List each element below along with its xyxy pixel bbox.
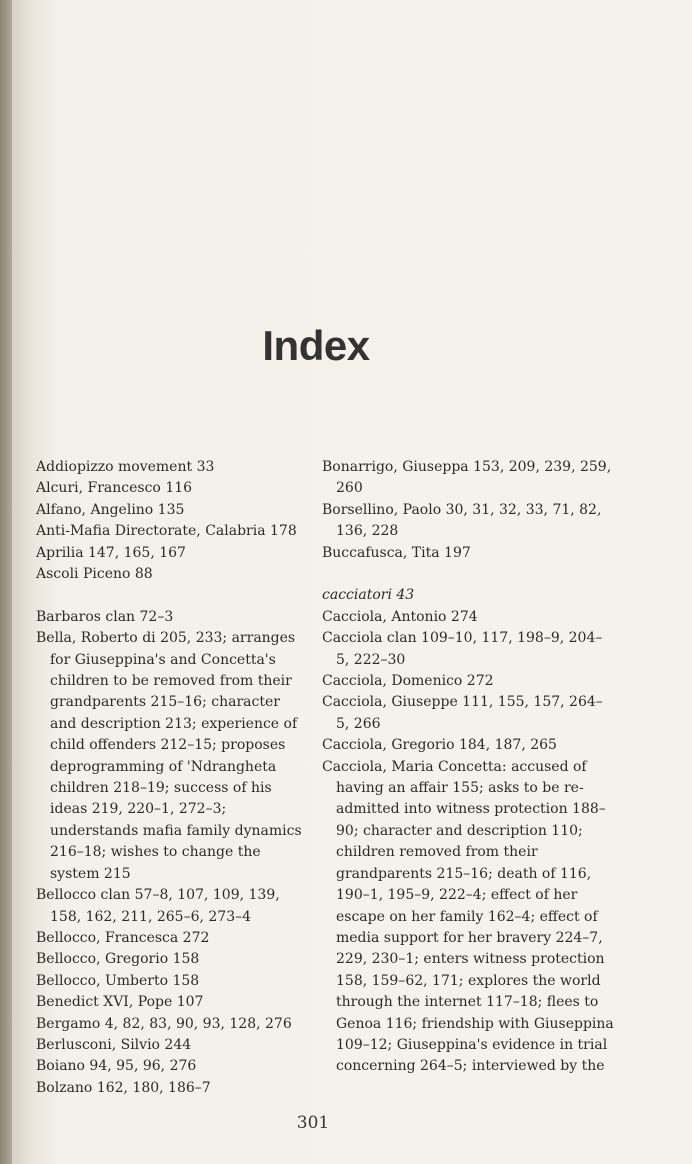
index-entry: Cacciola, Giuseppe 111, 155, 157, 264–5, 266 xyxy=(322,694,603,732)
index-entry: Cacciola clan 109–10, 117, 198–9, 204–5, 222–30 xyxy=(322,630,603,668)
index-entry: Cacciola, Maria Concetta: accused of having an affair 155; asks to be re-admitted into witness protection 188–90; character and description 110; children removed from their grandparents 215–16; death of 116, 190–1, 195–9, 222–4; effect of her escape on her family 162–4; effect of media support for her bravery 224–7, 229, 230–1; enters witness protection 158, 159–62, 171; explores the world through the internet 117–18; flees to Genoa 116; friendship with Giuseppina 109–12; Giuseppina's evidence in trial concerning 264–5; interviewed by the xyxy=(322,758,614,1075)
index-entry: cacciatori 43 xyxy=(322,587,415,604)
index-column-left xyxy=(36,457,306,1099)
index-entry: Cacciola, Antonio 274 xyxy=(322,608,478,625)
index-entry: Barbaros clan 72–3 xyxy=(36,608,174,625)
index-entry: Bellocco, Gregorio 158 xyxy=(36,951,200,968)
index-entry: Aprilia 147, 165, 167 xyxy=(36,544,186,561)
index-column-right xyxy=(322,457,614,1078)
index-entry: Ascoli Piceno 88 xyxy=(36,566,153,583)
index-entry: Benedict XVI, Pope 107 xyxy=(36,994,204,1011)
index-entry: Buccafusca, Tita 197 xyxy=(322,544,471,561)
index-entry: Bella, Roberto di 205, 233; arranges for Giuseppina's and Concetta's children to be removed from their grandparents 215–16; character and description 213; experience of child offenders 212–15; proposes deprogramming of 'Ndrangheta children 218–19; success of his ideas 219, 220–1, 272–3; understands mafia family dynamics 216–18; wishes to change the system 215 xyxy=(36,630,302,882)
index-entry: Borsellino, Paolo 30, 31, 32, 33, 71, 82, 136, 228 xyxy=(322,501,602,540)
index-entry: Alcuri, Francesco 116 xyxy=(36,480,193,497)
page-title: Index xyxy=(262,322,370,369)
index-entry: Bellocco, Francesca 272 xyxy=(36,929,210,946)
index-entry: Bellocco clan 57–8, 107, 109, 139, 158, 162, 211, 265–6, 273–4 xyxy=(36,887,280,925)
section-gap xyxy=(322,564,614,585)
index-entry: Boiano 94, 95, 96, 276 xyxy=(36,1058,197,1075)
page-number: 301 xyxy=(296,1113,330,1133)
book-spine-shadow xyxy=(0,0,12,1164)
index-entry: Bergamo 4, 82, 83, 90, 93, 128, 276 xyxy=(36,1015,292,1032)
index-entry: Anti-Mafia Directorate, Calabria 178 xyxy=(36,523,297,540)
index-entry: Addiopizzo movement 33 xyxy=(36,459,215,475)
index-entry: Alfano, Angelino 135 xyxy=(36,501,185,518)
index-entry: Cacciola, Domenico 272 xyxy=(322,673,494,690)
index-entry: Berlusconi, Silvio 244 xyxy=(36,1036,192,1053)
index-entry: Cacciola, Gregorio 184, 187, 265 xyxy=(322,737,557,754)
index-entry: Bolzano 162, 180, 186–7 xyxy=(36,1079,211,1096)
index-entry: Bonarrigo, Giuseppa 153, 209, 239, 259, 260 xyxy=(322,459,612,497)
index-entry: Bellocco, Umberto 158 xyxy=(36,972,200,989)
section-gap xyxy=(36,585,306,606)
